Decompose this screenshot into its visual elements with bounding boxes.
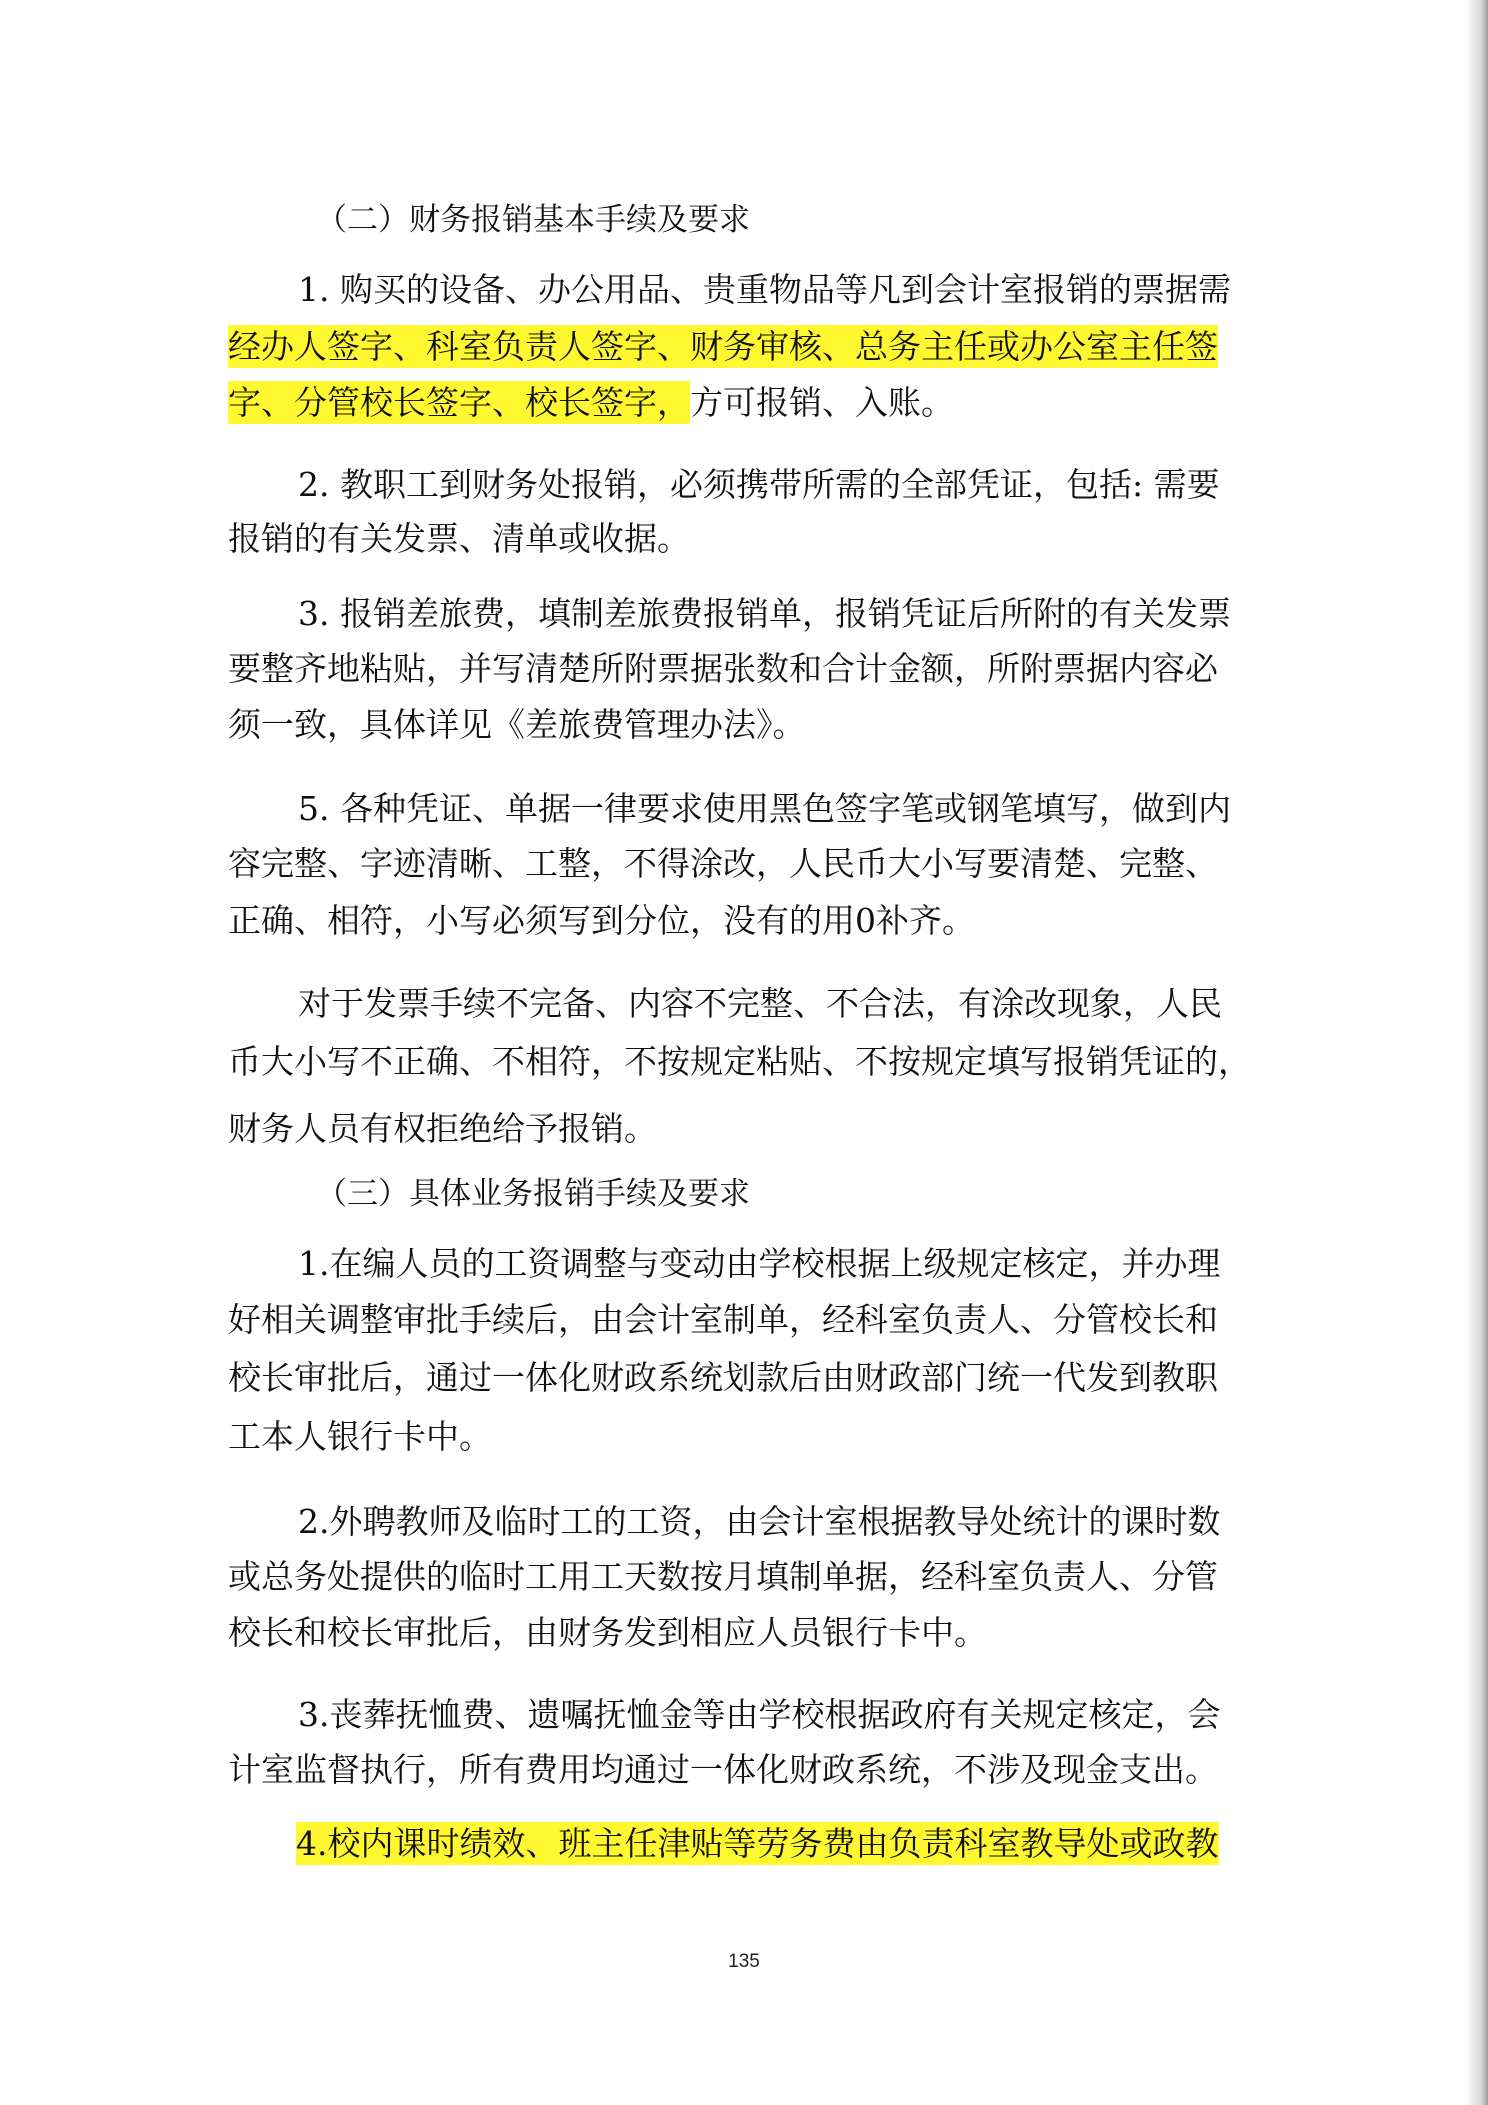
- paragraph-3-line-3: 须一致，具体详见《差旅费管理办法》。: [228, 705, 806, 744]
- highlight-mark: 字、分管校长签字、校长签字，: [228, 383, 690, 422]
- paragraph-3-line-2: 要整齐地粘贴，并写清楚所附票据张数和合计金额，所附票据内容必: [228, 649, 1218, 688]
- paragraph-5-line-1: 5. 各种凭证、单据一律要求使用黑色签字笔或钢笔填写，做到内: [298, 789, 1231, 828]
- page-number: 135: [728, 1951, 760, 1972]
- paragraph-2-line-1: 2. 教职工到财务处报销，必须携带所需的全部凭证，包括: 需要: [298, 465, 1220, 504]
- paragraph-5-line-3: 正确、相符，小写必须写到分位，没有的用0补齐。: [228, 901, 975, 940]
- page-edge-shadow: [1466, 0, 1488, 2105]
- paragraph-1-line-1: 1. 购买的设备、办公用品、贵重物品等凡到会计室报销的票据需: [298, 270, 1231, 309]
- section-heading-2: （二）财务报销基本手续及要求: [316, 202, 750, 238]
- highlight-mark: 4.校内课时绩效、班主任津贴等劳务费由负责科室教导处或政教: [296, 1824, 1219, 1863]
- item-2-line-2: 或总务处提供的临时工用工天数按月填制单据，经科室负责人、分管: [228, 1557, 1218, 1596]
- paragraph-6-line-1: 对于发票手续不完备、内容不完整、不合法，有涂改现象，人民: [298, 984, 1222, 1023]
- paragraph-6-line-2: 币大小写不正确、不相符，不按规定粘贴、不按规定填写报销凭证的，: [228, 1042, 1251, 1081]
- paragraph-1-line-3: [228, 381, 954, 425]
- item-1-line-4: 工本人银行卡中。: [228, 1417, 492, 1456]
- item-1-line-3: 校长审批后，通过一体化财政系统划款后由财政部门统一代发到教职: [228, 1358, 1218, 1397]
- item-1-line-2: 好相关调整审批手续后，由会计室制单，经科室负责人、分管校长和: [228, 1300, 1218, 1339]
- paragraph-1-line-2: [228, 325, 1218, 369]
- item-2-line-1: 2.外聘教师及临时工的工资，由会计室根据教导处统计的课时数: [298, 1502, 1221, 1541]
- section-heading-3: （三）具体业务报销手续及要求: [316, 1176, 750, 1212]
- item-3-line-1: 3.丧葬抚恤费、遗嘱抚恤金等由学校根据政府有关规定核定，会: [298, 1695, 1221, 1734]
- paragraph-2-line-2: 报销的有关发票、清单或收据。: [228, 519, 690, 558]
- paragraph-5-line-2: 容完整、字迹清晰、工整，不得涂改，人民币大小写要清楚、完整、: [228, 844, 1218, 883]
- item-4-line-1: [296, 1822, 1219, 1866]
- item-1-line-1: 1.在编人员的工资调整与变动由学校根据上级规定核定，并办理: [298, 1244, 1221, 1283]
- item-3-line-2: 计室监督执行，所有费用均通过一体化财政系统，不涉及现金支出。: [228, 1750, 1218, 1789]
- paragraph-1-line-3-rest: 方可报销、入账。: [690, 383, 954, 422]
- paragraph-6-line-3: 财务人员有权拒绝给予报销。: [228, 1109, 657, 1148]
- highlight-mark: 经办人签字、科室负责人签字、财务审核、总务主任或办公室主任签: [228, 327, 1218, 366]
- paragraph-3-line-1: 3. 报销差旅费，填制差旅费报销单，报销凭证后所附的有关发票: [298, 594, 1231, 633]
- item-2-line-3: 校长和校长审批后，由财务发到相应人员银行卡中。: [228, 1613, 987, 1652]
